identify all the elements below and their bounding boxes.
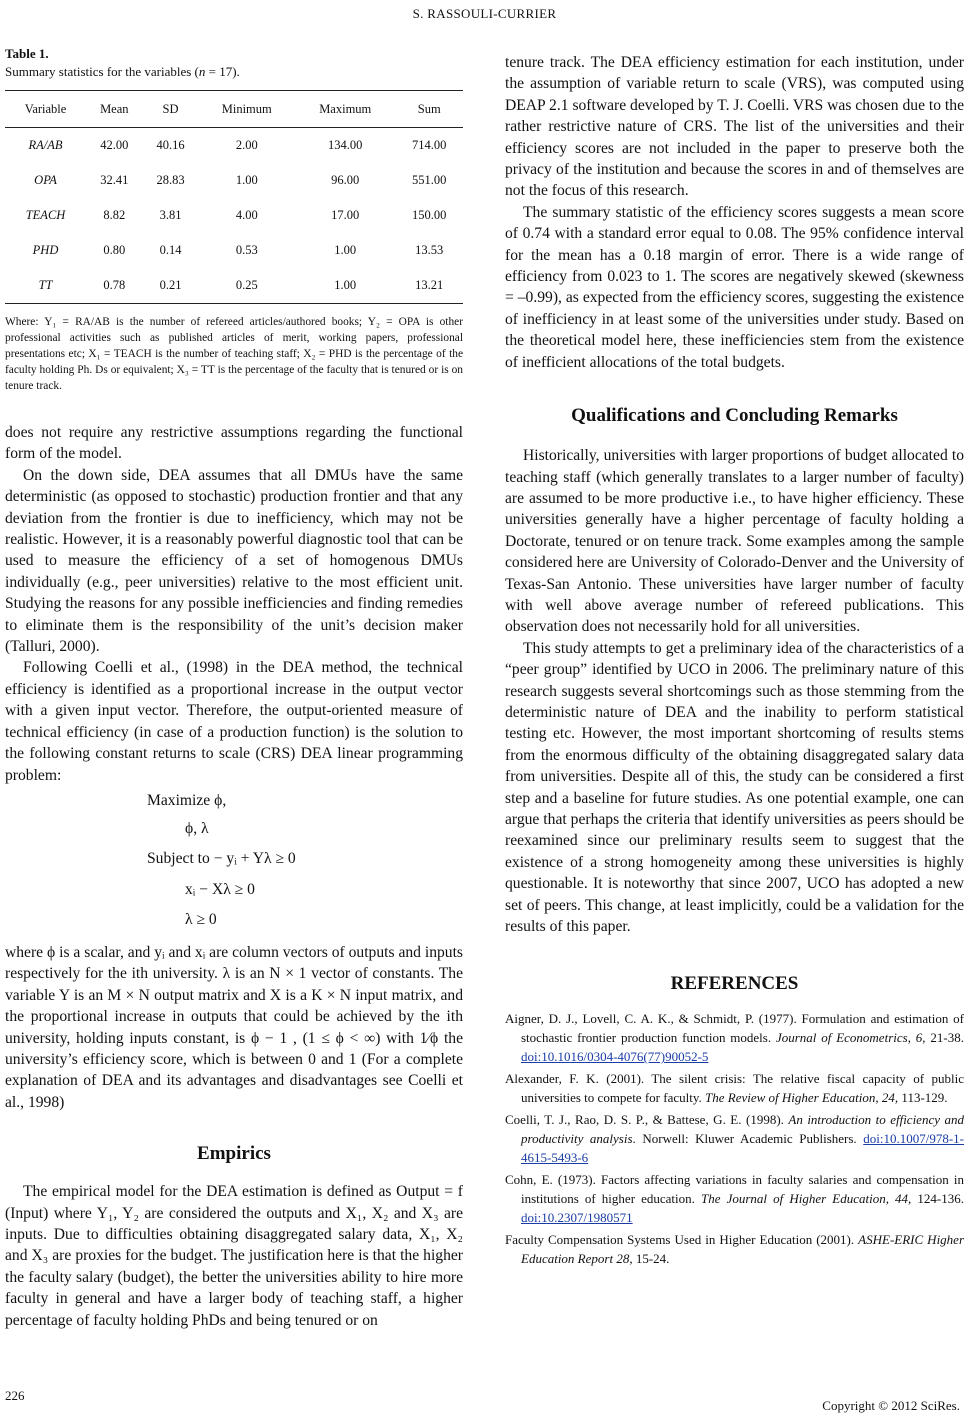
table-cell: 28.83 <box>156 173 185 187</box>
references-heading: REFERENCES <box>670 973 799 995</box>
table-cell: 32.41 <box>100 173 129 187</box>
table-cell: 13.53 <box>415 243 444 257</box>
table-header-row <box>5 91 463 128</box>
math-line: λ ≥ 0 <box>185 910 217 928</box>
reference-item: Faculty Compensation Systems Used in Higher Education (2001). ASHE-ERIC Higher Education Report 28, 15-24. <box>505 1232 965 1267</box>
table-cell: 0.80 <box>103 243 126 257</box>
reference-item: Cohn, E. (1973). Factors affecting variations in faculty salaries and compensation in institutions of higher education. The Journal of Higher Education, 44, 124-136. doi:10.2307/1980571 <box>505 1172 964 1226</box>
table-cell: 551.00 <box>412 173 447 187</box>
table-row <box>5 268 463 304</box>
body-paragraph: On the down side, DEA assumes that all DMUs have the same deterministic (as opposed to stochastic) production frontier and that any deviation from the frontier is due to inefficiency, which may not be realistic. However, it is a reasonably powerful diagnostic tool that can be used to measure the efficiency of a set of homogenous DMUs individually (e.g., peer universities) relative to the most efficient unit. Studying the reasons for any possible inefficiencies and finding remedies to eliminate them is the responsibility of the unit’s decision maker (Talluri, 2000). <box>5 466 463 656</box>
math-line: Subject to − yᵢ + Yλ ≥ 0 <box>147 849 296 867</box>
doi-link[interactable]: doi:10.2307/1980571 <box>521 1210 633 1226</box>
table-cell: 0.21 <box>143 268 199 304</box>
table-header-cell: Maximum <box>295 91 395 128</box>
table-cell: TT <box>5 268 86 304</box>
table-cell: 13.21 <box>395 268 463 304</box>
body-paragraph: This study attempts to get a preliminary idea of the characteristics of a “peer group” identified by UCO in 2006. The preliminary nature of this research suggests several shortcomings such as those stemming from the deterministic nature of DEA and the inability to perform statistical testing etc. However, the most important shortcoming of results stems from the enormous difficulty of the obtaining disaggregated salary data from universities. Despite all of this, the study can be considered a first step and a baseline for future studies. As one potential example, one can argue that perhaps the criteria that identify universities as peers should be reexamined since our preliminary results seem to suggest that the existence of a strong homogeneity among these universities is highly questionable. It is noteworthy that since 2007, UCO has adopted a new set of peers. This change, at least implicitly, could be a validation for the results of this paper. <box>505 639 964 936</box>
table-row <box>5 163 463 198</box>
left-column <box>5 46 463 1331</box>
reference-item: Coelli, T. J., Rao, D. S. P., & Battese, G. E. (1998). An introduction to efficiency and productivity analysis. Norwell: Kluwer Academic Publishers. doi:10.1007/978-1-4615-5493-6 <box>505 1112 965 1166</box>
table-cell: 17.00 <box>331 208 360 222</box>
running-head: S. RASSOULI-CURRIER <box>412 6 557 21</box>
table-row <box>5 128 463 164</box>
table-header-cell: Mean <box>86 91 143 128</box>
table-header-cell: Minimum <box>198 91 295 128</box>
right-column <box>505 52 964 1271</box>
lp-formulation <box>5 790 463 938</box>
table-cell: 42.00 <box>100 138 129 152</box>
table-cell: 1.00 <box>235 173 258 187</box>
table-cell: 134.00 <box>328 138 363 152</box>
table-cell: 150.00 <box>412 208 447 222</box>
table-cell: 8.82 <box>103 208 126 222</box>
table-cell: 3.81 <box>159 208 182 222</box>
table-subtitle: Summary statistics for the variables (n = 17). <box>5 64 240 79</box>
doi-link[interactable]: doi:10.1007/978-1-4615-5493-6 <box>521 1131 965 1166</box>
body-paragraph: Historically, universities with larger proportions of budget allocated to teaching staff (which generally translates to a larger number of faculty) are assumed to be more productive i.e., to have higher efficiency. These universities generally have a higher percentage of faculty holding a Doctorate, tenured or on tenure track. Some examples among the sample considered here are University of Colorado-Denver and the University of Texas-San Antonio. These universities have larger number of faculty with well above average number of refereed publications. This observation does not necessarily hold for all universities. <box>505 447 964 636</box>
table-header-cell: SD <box>143 91 199 128</box>
table-cell: 714.00 <box>412 138 447 152</box>
page-number: 226 <box>5 1388 25 1403</box>
table-row <box>5 233 463 268</box>
table-cell: 96.00 <box>331 173 360 187</box>
body-paragraph: Following Coelli et al., (1998) in the DEA method, the technical efficiency is identified as a proportional increase in the output vector with a given input vector. Therefore, the output-oriented measure of technical efficiency (in case of a production function) is the solution to the following constant returns to scale (CRS) DEA linear programming problem: <box>5 659 463 784</box>
table-title: Table 1. <box>5 46 49 61</box>
math-line: ϕ, λ <box>185 819 209 837</box>
summary-statistics-table <box>5 90 463 304</box>
body-paragraph: does not require any restrictive assumptions regarding the functional form of the model. <box>5 424 463 463</box>
table-header-cell: Sum <box>395 91 463 128</box>
table-cell: 0.78 <box>86 268 143 304</box>
table-cell: PHD <box>32 243 59 257</box>
reference-item: Aigner, D. J., Lovell, C. A. K., & Schmidt, P. (1977). Formulation and estimation of stochastic frontier production function models. Journal of Econometrics, 6, 21-38. doi:10.1016/0304-4076(77)90052-5 <box>505 1011 964 1065</box>
table-cell: 0.14 <box>159 243 182 257</box>
table-cell: 1.00 <box>295 268 395 304</box>
table-cell: 0.53 <box>235 243 258 257</box>
table-cell: 1.00 <box>334 243 357 257</box>
table-cell: OPA <box>34 173 57 187</box>
math-line: xᵢ − Xλ ≥ 0 <box>185 880 255 898</box>
table-cell: 0.25 <box>198 268 295 304</box>
table-cell: RA/AB <box>28 138 63 152</box>
reference-item: Alexander, F. K. (2001). The silent crisis: The relative fiscal capacity of public universities to compete for faculty. The Review of Higher Education, 24, 113-129. <box>505 1071 964 1106</box>
body-paragraph: where ϕ is a scalar, and yᵢ and xᵢ are column vectors of outputs and inputs respectively for the ith university. λ is an N × 1 vector of constants. The variable Y is an M × N output matrix and X is a K × N input matrix, and the proportional increase in outputs that could be achieved by the ith university, holding inputs constant, is ϕ − 1 , (1 ≤ ϕ < ∞) with 1⁄ϕ the university’s efficiency score, which is between 0 and 1 (For a complete explanation of DEA and its advantages and disadvantages see Coelli et al., 1998) <box>5 943 463 1111</box>
doi-link[interactable]: doi:10.1016/0304-4076(77)90052-5 <box>521 1049 709 1065</box>
section-heading-qualifications: Qualifications and Concluding Remarks <box>571 405 898 427</box>
table-row <box>5 198 463 233</box>
table-cell: 2.00 <box>235 138 258 152</box>
copyright-notice: Copyright © 2012 SciRes. <box>822 1398 960 1413</box>
body-paragraph: The summary statistic of the efficiency scores suggests a mean score of 0.74 with a standard error equal to 0.08. The 95% confidence interval for the mean has a 0.18 margin of error. There is a wide range of efficiency from 0.023 to 1. The scores are negatively skewed (skewness = –0.99), as expected from the efficiency scores, suggesting the existence of inefficiency in at least some of the universities under study. Based on the theoretical model here, these inefficiencies stem from the existence of inefficient allocations of the total budgets. <box>505 203 964 371</box>
section-heading-empirics: Empirics <box>197 1143 271 1165</box>
table-cell: 40.16 <box>156 138 185 152</box>
body-paragraph: The empirical model for the DEA estimation is defined as Output = f (Input) where Y₁, Y₂ are considered the outputs and X₁, X₂ and X₃ are inputs. Due to difficulties obtaining disaggregated salary data, X₁, X₂ and X₃ are proxies for the budget. The justification here is that the higher the faculty salary (budget), the better the universities ability to hire more faculty in general and have a larger body of teaching staff, a higher percentage of faculty holding PhDs and being tenured or on <box>5 1183 463 1329</box>
table-cell: TEACH <box>25 208 66 222</box>
math-line: Maximize ϕ, <box>147 791 227 809</box>
table-header-cell: Variable <box>5 91 86 128</box>
table-note: Where: Y₁ = RA/AB is the number of refereed articles/authored books; Y₂ = OPA is other professional activities such as published articles of merit, working papers, professional presentations etc; X₁ = TEACH is the number of teaching staff; X₂ = PHD is the percentage of the faculty holding Ph. Ds or equivalent; X₃ = TT is the percentage of the faculty that is tenured or is on tenure track. <box>5 316 463 392</box>
table-cell: 4.00 <box>235 208 258 222</box>
body-paragraph: tenure track. The DEA efficiency estimation for each institution, under the assumption of variable return to scale (VRS), was computed using DEAP 2.1 software developed by T. J. Coelli. VRS was chosen due to the rather restrictive nature of CRS. The list of the universities and their efficiency scores are not included in the paper to preserve both the privacy of the institution and because the scores in and of themselves are not the focus of this research. <box>505 54 964 200</box>
